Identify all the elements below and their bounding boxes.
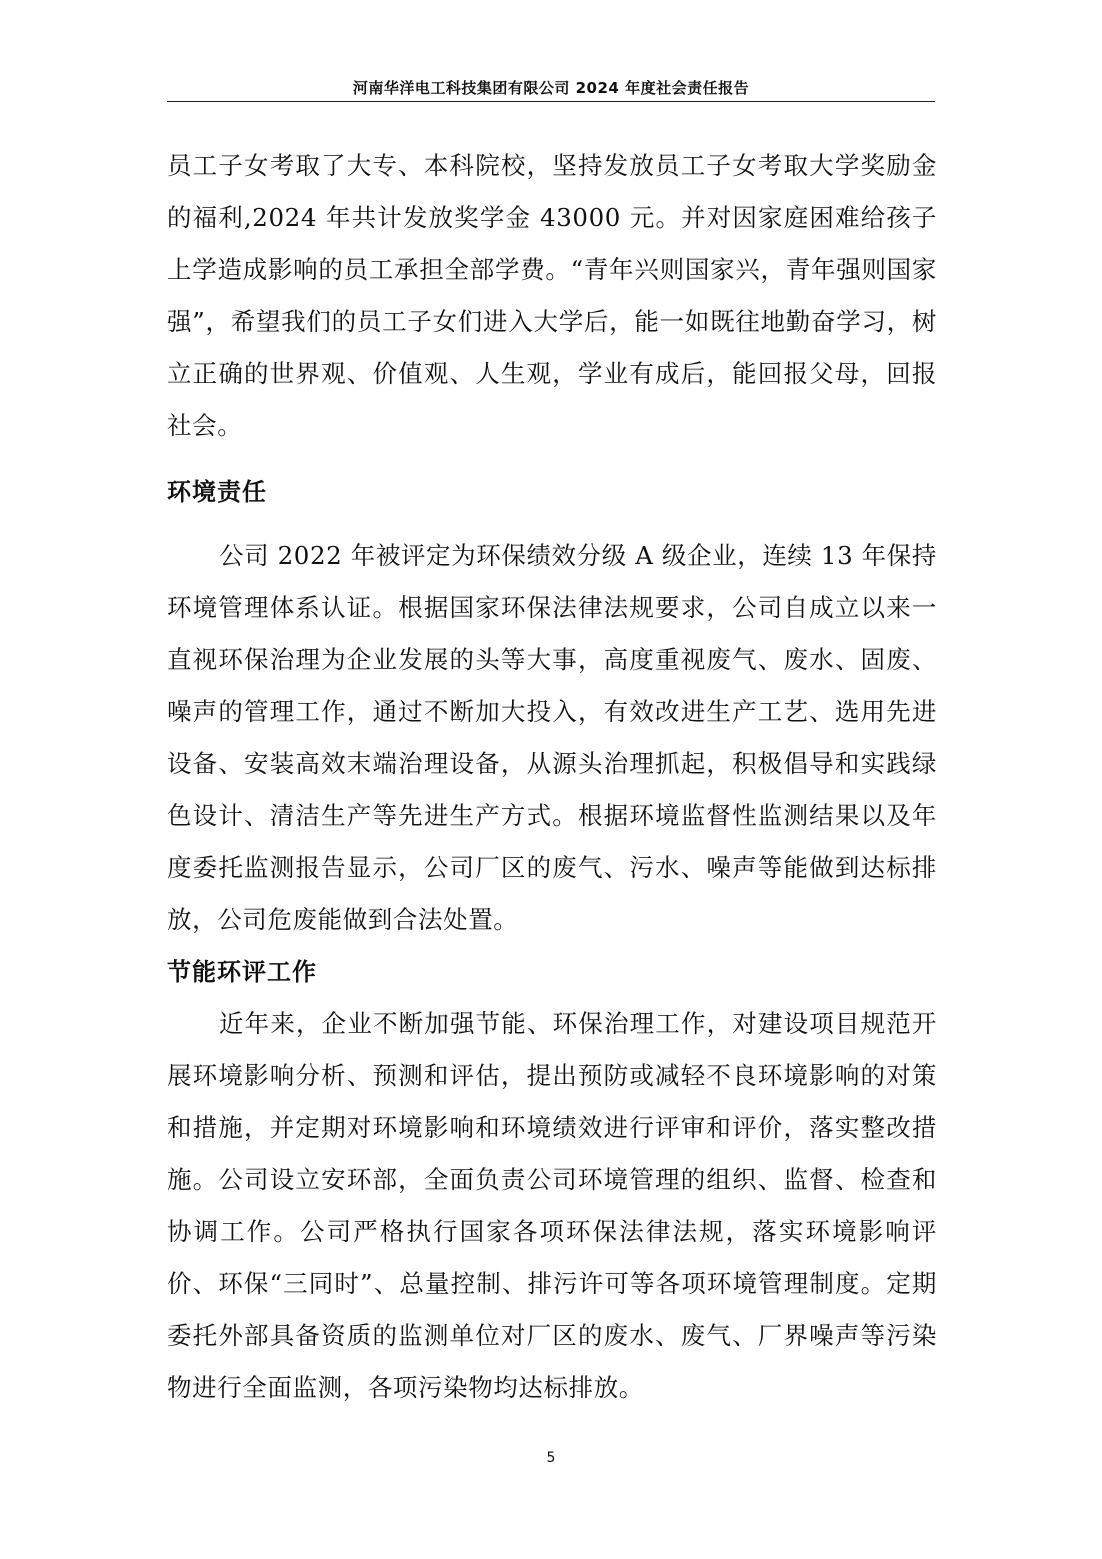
section-heading-energy-assessment: 节能环评工作 (167, 958, 317, 986)
page-number: 5 (546, 1450, 556, 1466)
section-heading-environment: 环境责任 (167, 478, 267, 506)
paragraph-environment: 公司 2022 年被评定为环保绩效分级 A 级企业，连续 13 年保持环境管理体系认证。根据国家环保法律法规要求，公司自成立以来一直视环保治理为企业发展的头等大事，高度重视废气、废水、固废、噪声的管理工作，通过不断加大投入，有效改进生产工艺、选用先进设备、安装高效末端治理设备，从源头治理抓起，积极倡导和实践绿色设计、清洁生产等先进生产方式。根据环境监督性监测结果以及年度委托监测报告显示，公司厂区的废气、污水、噪声等能做到达标排放，公司危废能做到合法处置。 (167, 541, 937, 934)
paragraph-energy-assessment: 近年来，企业不断加强节能、环保治理工作，对建设项目规范开展环境影响分析、预测和评估，提出预防或减轻不良环境影响的对策和措施，并定期对环境影响和环境绩效进行评审和评价，落实整改措施。公司设立安环部，全面负责公司环境管理的组织、监督、检查和协调工作。公司严格执行国家各项环保法律法规，落实环境影响评价、环保“三同时”、总量控制、排污许可等各项环境管理制度。定期委托外部具备资质的监测单位对厂区的废水、废气、厂界噪声等污染物进行全面监测，各项污染物均达标排放。 (167, 1009, 937, 1402)
header-divider (167, 101, 935, 102)
page-header-title: 河南华洋电工科技集团有限公司 2024 年度社会责任报告 (352, 79, 750, 97)
paragraph-scholarship: 员工子女考取了大专、本科院校，坚持发放员工子女考取大学奖励金的福利,2024 年共计发放奖学金 43000 元。并对因家庭困难给孩子上学造成影响的员工承担全部学费。“青年兴则国家兴，青年强则国家强”，希望我们的员工子女们进入大学后，能一如既往地勤奋学习，树立正确的世界观、价值观、人生观，学业有成后，能回报父母，回报社会。 (167, 151, 937, 440)
document-body (167, 140, 937, 1414)
